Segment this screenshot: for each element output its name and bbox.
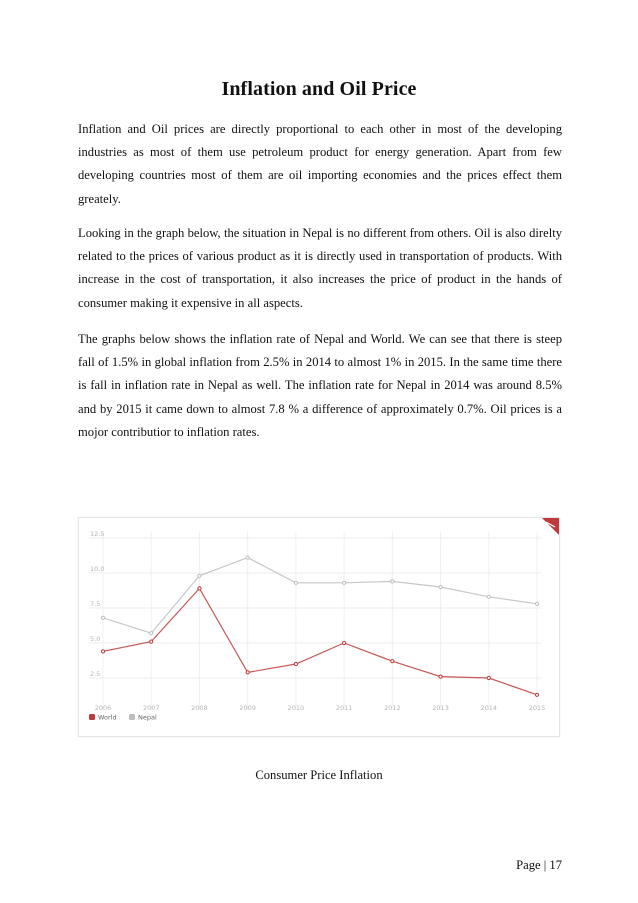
paragraph-inflation-rates: The graphs below shows the inflation rate of Nepal and World. We can see that there is steep fall of 1.5% in global inflation from 2.5% in 2014 to almost 1% in 2015. In the same time there is fall in inflation rate in Nepal as well. The inflation rate for Nepal in 2014 was around 8.5% and by 2015 it came down to almost 7.8 % a difference of approximately 0.7%. Oil prices is a mojor contributior to inflation rates. (78, 332, 562, 439)
data-point-world (343, 641, 346, 644)
x-tick-label: 2011 (335, 704, 353, 712)
data-point-world (535, 693, 538, 696)
x-tick-label: 2013 (432, 704, 449, 712)
x-tick-label: 2014 (480, 704, 498, 712)
y-tick-label: 5.0 (90, 635, 101, 643)
y-tick-label: 2.5 (90, 670, 101, 678)
x-tick-label: 2008 (191, 704, 208, 712)
legend-swatch-world (89, 714, 95, 720)
data-point-nepal (439, 585, 442, 588)
x-tick-label: 2009 (239, 704, 256, 712)
legend-swatch-nepal (129, 714, 135, 720)
data-point-nepal (150, 632, 153, 635)
x-tick-label: 2015 (528, 704, 546, 712)
y-tick-label: 12.5 (90, 530, 105, 538)
data-point-nepal (535, 602, 538, 605)
legend-label-world: World (98, 713, 117, 722)
data-point-nepal (101, 616, 104, 619)
data-point-world (439, 675, 442, 678)
document-title: Inflation and Oil Price (221, 78, 417, 100)
data-point-world (487, 676, 490, 679)
data-point-nepal (487, 595, 490, 598)
paragraph-nepal-situation: Looking in the graph below, the situation in Nepal is no different from others. Oil is also direlty related to the prices of various product as it is directly used in transportation of products. With increase in the cost of transportation, it also increases the price of product in the hands of consumer making it expensive in all aspects. (78, 226, 562, 310)
data-point-world (198, 587, 201, 590)
inflation-chart-svg (79, 518, 559, 736)
paragraph-intro: Inflation and Oil prices are directly proportional to each other in most of the developing industries as most of them use petroleum product for energy generation. Apart from few developing countries most of them are oil importing economies and the prices effect them greately. (78, 122, 562, 206)
data-point-nepal (343, 581, 346, 584)
data-point-world (246, 671, 249, 674)
data-point-world (294, 662, 297, 665)
legend-label-nepal: Nepal (138, 713, 157, 722)
data-point-world (391, 660, 394, 663)
page-number: Page | 17 (516, 858, 562, 872)
data-point-nepal (294, 581, 297, 584)
x-tick-label: 2010 (287, 704, 305, 712)
x-tick-label: 2006 (94, 704, 112, 712)
series-line-world (103, 588, 537, 694)
data-point-nepal (391, 580, 394, 583)
data-point-nepal (246, 556, 249, 559)
corner-badge-icon[interactable] (542, 518, 559, 535)
series-line-nepal (103, 558, 537, 634)
y-tick-label: 7.5 (90, 600, 101, 608)
data-point-world (101, 650, 104, 653)
chart-caption: Consumer Price Inflation (255, 768, 383, 782)
x-tick-label: 2012 (384, 704, 401, 712)
y-tick-label: 10.0 (90, 565, 105, 573)
data-point-nepal (198, 574, 201, 577)
inflation-chart (78, 517, 560, 737)
x-tick-label: 2007 (142, 704, 160, 712)
data-point-world (150, 640, 153, 643)
